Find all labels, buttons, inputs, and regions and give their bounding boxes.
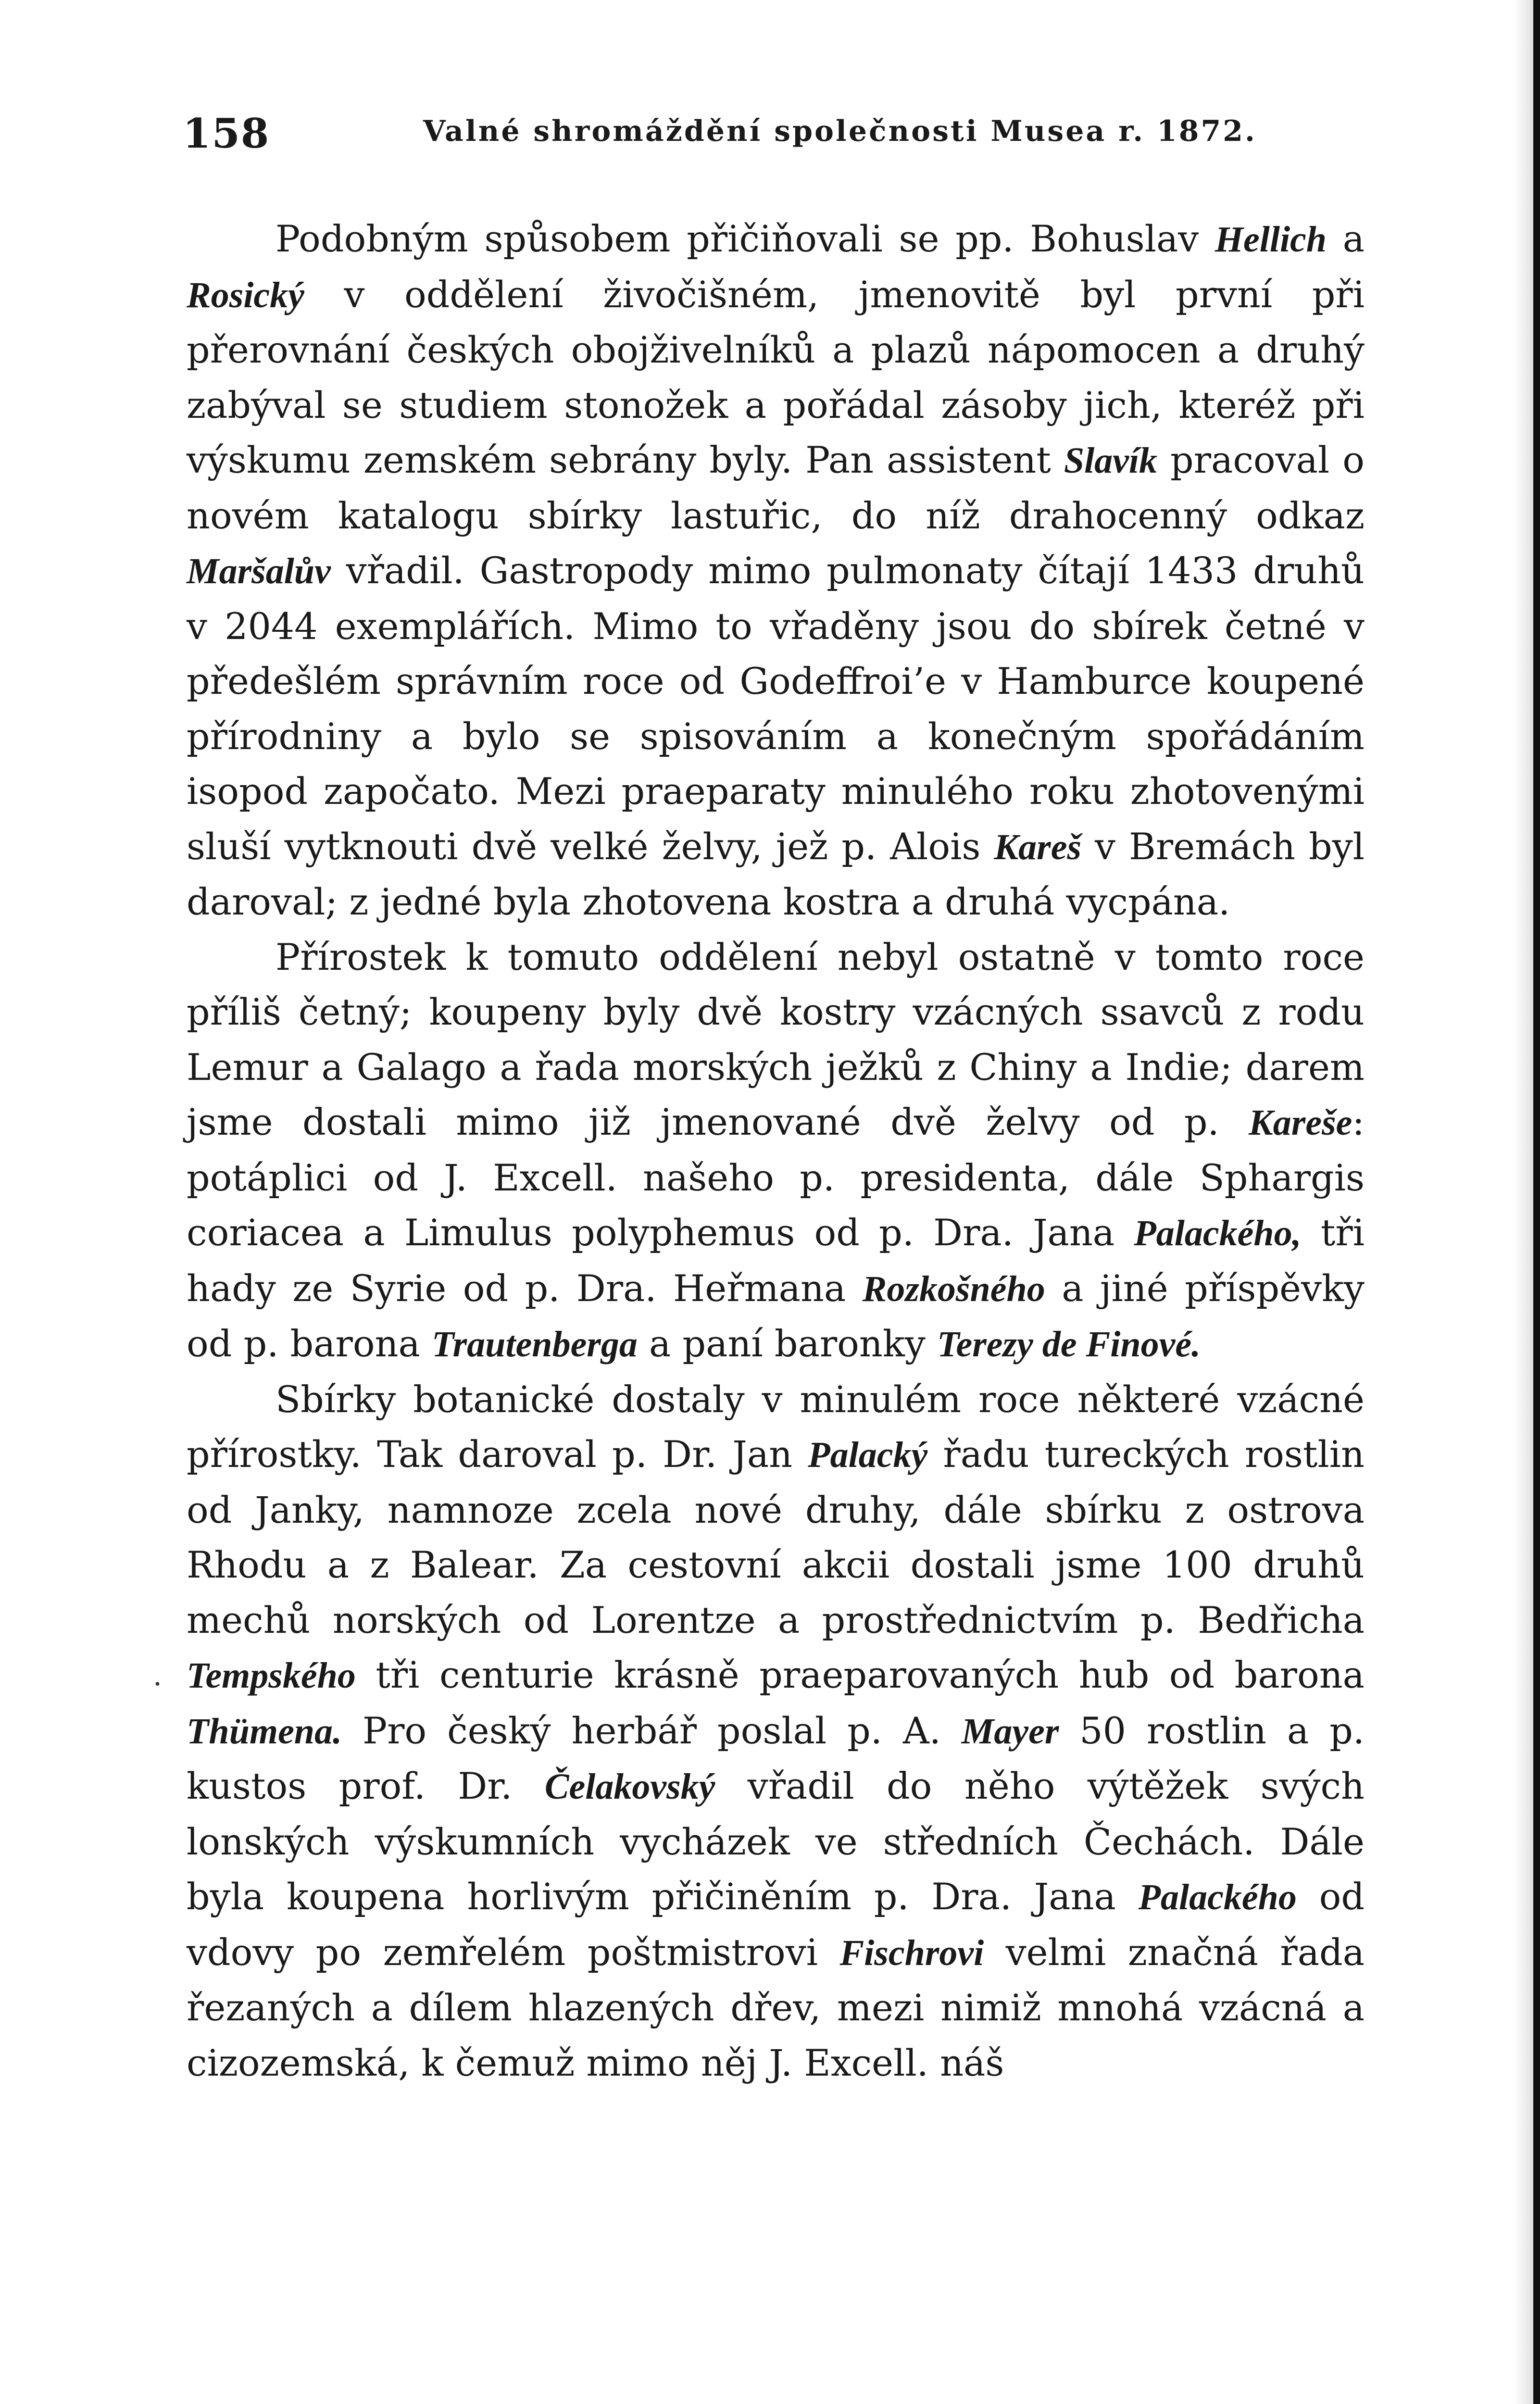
italic-name: Tempského — [187, 1655, 356, 1696]
italic-name: Trautenberga — [432, 1324, 638, 1365]
italic-name: Hellich — [1214, 219, 1327, 260]
page-number: 158 — [183, 110, 270, 157]
paragraph — [187, 930, 1365, 1372]
text-run: tři hady ze Syrie od p. Dra. Heřmana — [187, 1211, 1365, 1310]
text-run: v oddělení živočišném, jmenovitě byl první při přerovnání českých obojživelníků a plazů nápomocen a druhý zabýval se studiem stonožek a pořádal zásoby jich, kteréž při výskumu zemském sebrány byly. Pan assistent — [187, 273, 1365, 481]
italic-name: Kareše — [1249, 1102, 1352, 1143]
running-title: Valné shromáždění společnosti Musea r. 1872. — [423, 114, 1257, 148]
italic-name: Maršalův — [187, 551, 331, 591]
italic-name: Palacký — [808, 1435, 928, 1475]
text-run: a jiné příspěvky od p. barona — [187, 1266, 1365, 1365]
italic-name: Rozkošného — [862, 1268, 1045, 1309]
text-run: Sbírky botanické dostaly v minulém roce některé vzácné přírostky. Tak daroval p. Dr. Jan — [187, 1377, 1365, 1476]
italic-name: Terezy de Finové. — [937, 1324, 1201, 1365]
paragraph — [187, 1372, 1365, 2091]
italic-name: Slavík — [1064, 440, 1158, 481]
text-run: Pro český herbář poslal p. A. — [342, 1709, 962, 1752]
text-run: Přírostek k tomuto oddělení nebyl ostatně v tomto roce příliš četný; koupeny byly dvě kostry vzácných ssavců z rodu Lemur a Galago a řada morských ježků z Chiny a Indie; darem jsme dostali mimo již jmenované dvě želvy od p. — [187, 935, 1365, 1143]
text-run: od vdovy po zemřelém poštmistrovi — [187, 1875, 1365, 1974]
text-run: pracoval o novém katalogu sbírky lastuřic, do níž drahocenný odkaz — [187, 438, 1365, 537]
text-run: vřadil do něho výtěžek svých lonských výskumních vycházek ve středních Čechách. Dále byla koupena horlivým přičiněním p. Dra. Jana — [187, 1765, 1365, 1918]
italic-name: Kareš — [994, 826, 1082, 867]
scan-dark-edge — [1533, 0, 1540, 2404]
page-edge-shadow — [1514, 0, 1533, 2404]
text-run: Podobným spůsobem přičiňovali se pp. Bohuslav — [275, 217, 1215, 260]
italic-name: Palackého, — [1134, 1213, 1302, 1253]
text-run: a paní baronky — [637, 1322, 938, 1365]
italic-name: Fischrovi — [839, 1932, 984, 1973]
italic-name: Thümena. — [187, 1711, 342, 1752]
page-header — [183, 110, 1385, 163]
paragraph — [187, 212, 1365, 930]
text-run: 50 rostlin a p. kustos prof. Dr. — [187, 1709, 1365, 1807]
body-text — [187, 212, 1365, 2091]
italic-name: Čelakovský — [544, 1766, 715, 1807]
text-run: : potáplici od J. Excell. našeho p. presidenta, dále Sphargis coriacea a Limulus polyphemus od p. Dra. Jana — [187, 1101, 1365, 1254]
text-run: tři centurie krásně praeparovaných hub od barona — [355, 1653, 1365, 1696]
italic-name: Mayer — [961, 1711, 1059, 1752]
text-run: velmi značná řada řezaných a dílem hlazených dřev, mezi nimiž mnohá vzácná a cizozemská, k čemuž mimo něj J. Excell. náš — [187, 1930, 1365, 2084]
italic-name: Rosický — [187, 275, 304, 315]
text-run: v Bremách byl daroval; z jedné byla zhotovena kostra a druhá vycpána. — [187, 825, 1365, 923]
text-run: a — [1327, 217, 1365, 260]
text-run: řadu tureckých rostlin od Janky, namnoze zcela nové druhy, dále sbírku z ostrova Rhodu a z Balear. Za cestovní akcii dostali jsme 100 druhů mechů norských od Lorentze a prostřednictvím p. Bedřicha — [187, 1433, 1365, 1641]
margin-dot-mark: · — [153, 1667, 163, 1701]
text-run: vřadil. Gastropody mimo pulmonaty čítají 1433 druhů v 2044 exemplářích. Mimo to vřaděny jsou do sbírek četné v předešlém správním roce od Godeffroi’e v Hamburce koupené přírodniny a bylo se spisováním a konečným spořádáním isopod započato. Mezi praeparaty minulého roku zhotovenými sluší vytknouti dvě velké želvy, jež p. Alois — [187, 549, 1365, 868]
italic-name: Palackého — [1138, 1877, 1297, 1917]
